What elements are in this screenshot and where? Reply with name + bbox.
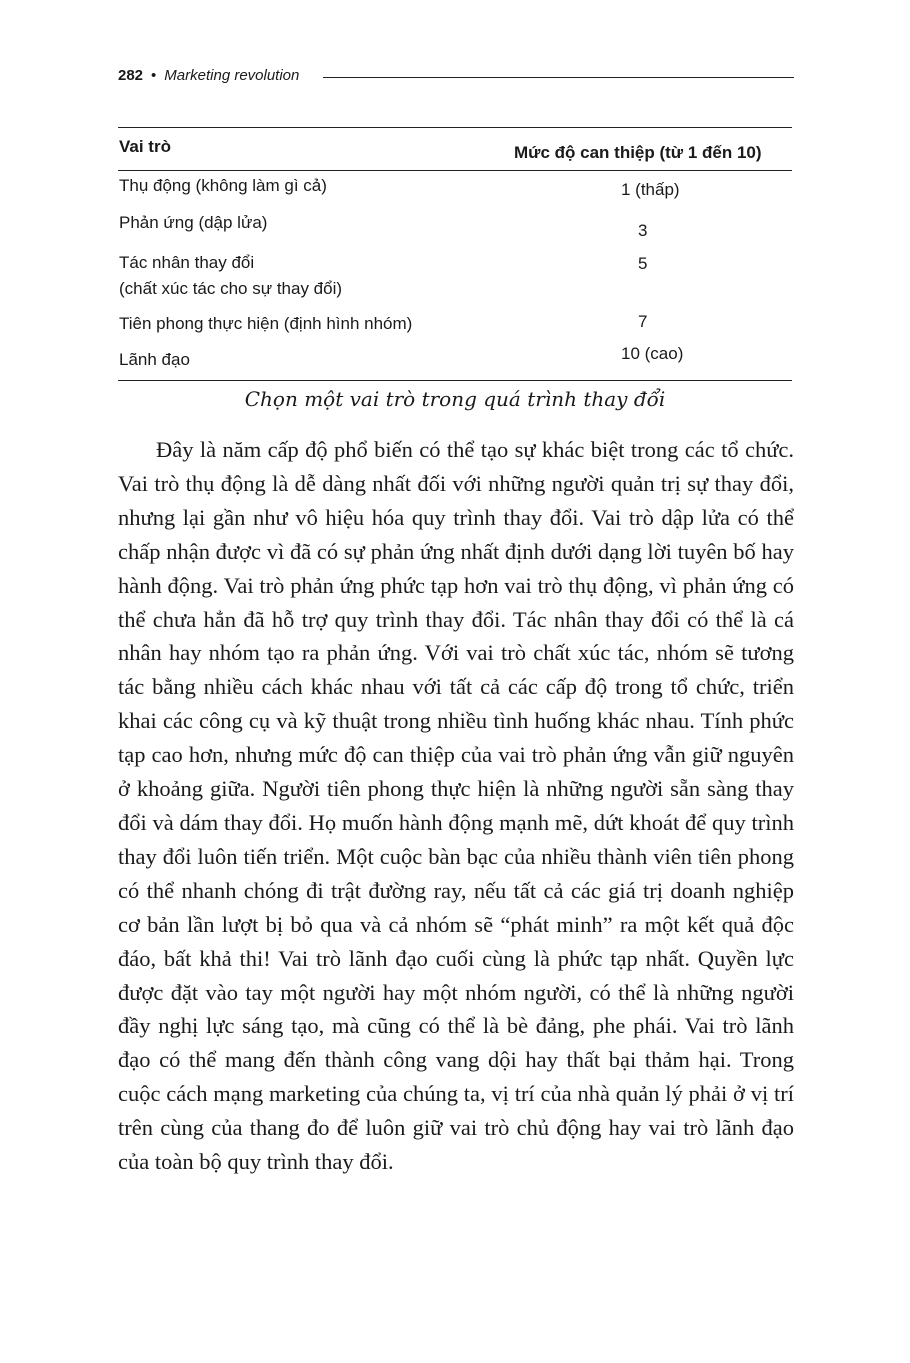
level-cell: 5 bbox=[638, 254, 648, 273]
column-header-level: Mức độ can thiệp (từ 1 đến 10) bbox=[514, 143, 762, 162]
table-header-row bbox=[118, 128, 792, 171]
header-bullet: • bbox=[151, 66, 157, 84]
role-cell: Lãnh đạo bbox=[119, 350, 190, 369]
table-row bbox=[118, 213, 792, 250]
role-cell: Phản ứng (dập lửa) bbox=[119, 213, 268, 232]
role-cell-line-2: (chất xúc tác cho sự thay đổi) bbox=[119, 279, 343, 298]
running-title: Marketing revolution bbox=[164, 66, 300, 84]
table-caption: Chọn một vai trò trong quá trình thay đổi bbox=[244, 387, 666, 411]
role-cell: Tiên phong thực hiện (định hình nhóm) bbox=[119, 314, 413, 333]
table-row bbox=[118, 312, 792, 348]
running-header bbox=[118, 62, 794, 88]
level-cell: 3 bbox=[638, 221, 648, 240]
body-paragraph: Đây là năm cấp độ phổ biến có thể tạo sự khác biệt trong các tổ chức. Vai trò thụ động là dễ dàng nhất đối với những người quản trị sự thay đổi, nhưng lại gần như vô hiệu hóa quy trình thay đổi. Vai trò dập lửa có thể chấp nhận được vì đã có sự phản ứng nhất định dưới dạng lời tuyên bố hay hành động. Vai trò phản ứng phức tạp hơn vai trò thụ động, vì phản ứng có thể chưa hẳn đã hỗ trợ quy trình thay đổi. Tác nhân thay đổi có thể là cá nhân hay nhóm tạo ra phản ứng. Với vai trò chất xúc tác, nhóm sẽ tương tác bằng nhiều cách khác nhau với tất cả các cấp độ trong tổ chức, triển khai các công cụ và kỹ thuật trong nhiều tình huống khác nhau. Tính phức tạp cao hơn, nhưng mức độ can thiệp của vai trò phản ứng vẫn giữ nguyên ở khoảng giữa. Người tiên phong thực hiện là những người sẵn sàng thay đổi và dám thay đổi. Họ muốn hành động mạnh mẽ, dứt khoát để quy trình thay đổi luôn tiến triển. Một cuộc bàn bạc của nhiều thành viên tiên phong có thể nhanh chóng đi trật đường ray, nếu tất cả các giá trị doanh nghiệp cơ bản lần lượt bị bỏ qua và cả nhóm sẽ “phát minh” ra một kết quả độc đáo, bất khả thi! Vai trò lãnh đạo cuối cùng là phức tạp nhất. Quyền lực được đặt vào tay một người hay một nhóm người, có thể là những người đầy nghị lực sáng tạo, mà cũng có thể là bè đảng, phe phái. Vai trò lãnh đạo có thể mang đến thành công vang dội hay thất bại thảm hại. Trong cuộc cách mạng marketing của chúng ta, vị trí của nhà quản lý phải ở vị trí trên cùng của thang đo để luôn giữ vai trò chủ động hay vai trò lãnh đạo của toàn bộ quy trình thay đổi. bbox=[118, 437, 794, 1175]
role-cell bbox=[118, 250, 514, 312]
level-cell: 7 bbox=[638, 312, 648, 331]
table-row bbox=[118, 250, 792, 312]
level-cell: 10 (cao) bbox=[621, 344, 684, 363]
table-row bbox=[118, 344, 792, 380]
role-cell: Thụ động (không làm gì cả) bbox=[119, 176, 327, 195]
role-cell-line-1: Tác nhân thay đổi bbox=[119, 253, 255, 272]
table-row bbox=[118, 171, 792, 213]
header-rule bbox=[323, 77, 794, 78]
page-number: 282 bbox=[118, 66, 144, 84]
role-intervention-table bbox=[118, 127, 792, 381]
level-cell: 1 (thấp) bbox=[621, 180, 680, 199]
column-header-role: Vai trò bbox=[119, 137, 171, 156]
